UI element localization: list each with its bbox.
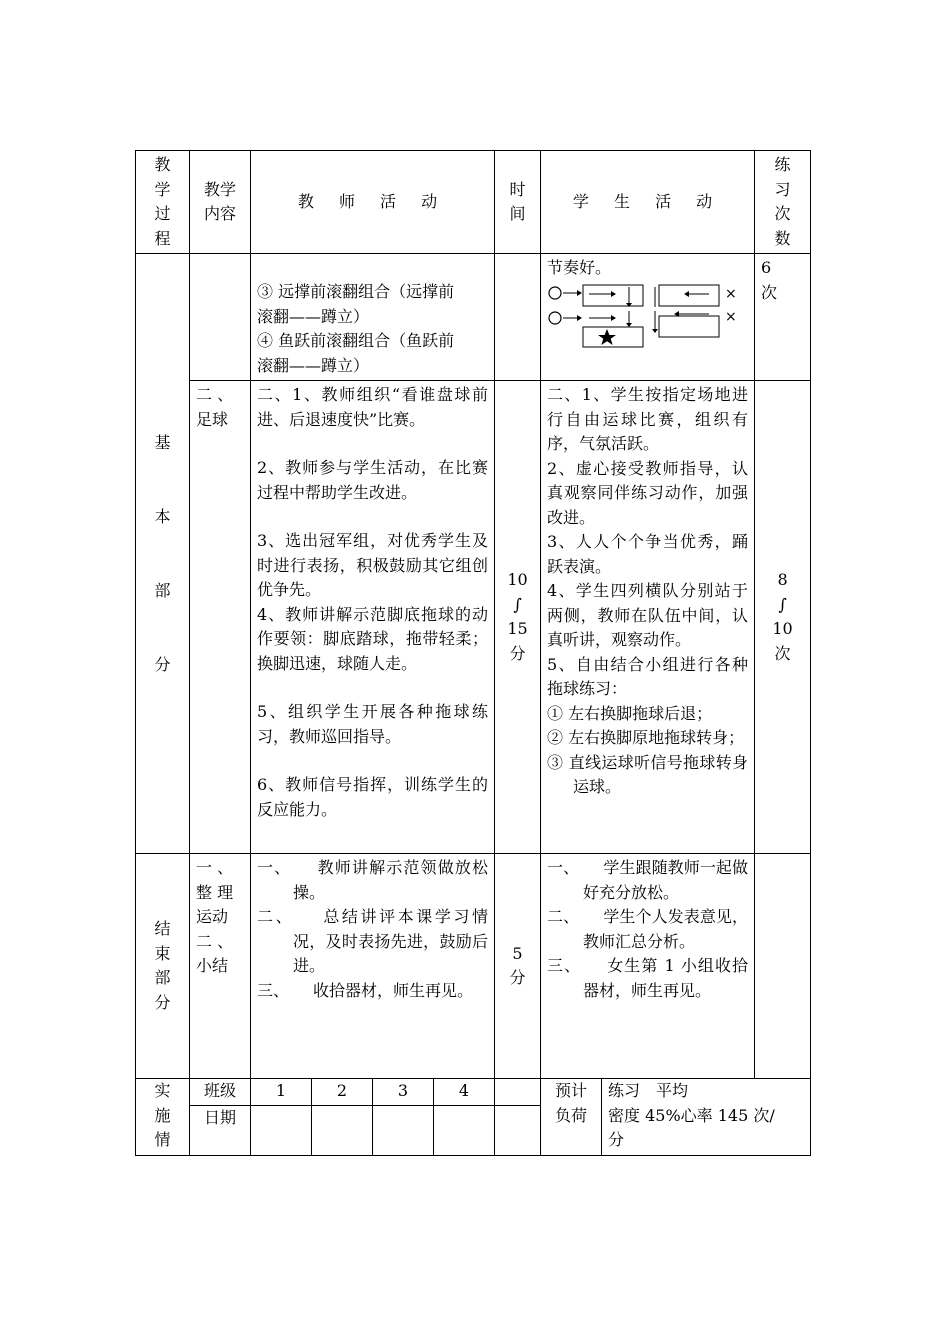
header-process: 教 学 过 程 [136,151,190,254]
class-1: 1 [251,1079,312,1106]
end-student: 一、 学生跟随教师一起做好充分放松。 二、 学生个人发表意见，教师汇总分析。 三、 女生第 1 小组收拾器材，师生再见。 [541,854,755,1079]
row1-student: 节奏好。 × × [541,254,755,381]
row1-teacher: ③ 远撑前滚翻组合（远撑前 滚翻——蹲立） ④ 鱼跃前滚翻组合（鱼跃前 滚翻——蹲立） [251,254,495,381]
basic-part-label: 基 本 部 分 [136,254,190,854]
cross-mark-icon: × [725,285,737,302]
player-circle-icon [549,287,561,299]
load-value: 练习 平均 密度 45%心率 145 次/ 分 [602,1079,811,1156]
end-part-label: 结 束 部 分 [136,854,190,1079]
lesson-plan-table [135,150,811,1156]
row-gymnastics [136,254,811,381]
basic-student: 二、1、学生按指定场地进行自由运球比赛，组织有序，气氛活跃。 2、虚心接受教师指导，认真观察同伴练习动作，加强改进。 3、人人个个争当优秀，踊跃表演。 4、学生四列横队分别站于两侧，教师在队伍中间，认真听讲，观察动作。 5、自由结合小组进行各种拖球练习： ① 左右换脚拖球后退； ② 左右换脚原地拖球转身； ③ 直线运球听信号拖球转身运球。 [541,381,755,854]
header-count: 练 习 次 数 [755,151,811,254]
basic-time: 10 ∫ 15 分 [495,381,541,854]
end-teacher: 一、 教师讲解示范领做放松操。 二、 总结讲评本课学习情况，及时表扬先进，鼓励后进。 三、 收拾器材，师生再见。 [251,854,495,1079]
cross-mark-icon: × [725,308,737,325]
class-4: 4 [434,1079,495,1106]
row-impl-class [136,1079,811,1106]
end-time: 5 分 [495,854,541,1079]
row-ending [136,854,811,1079]
class-3: 3 [373,1079,434,1106]
date-4 [434,1105,495,1155]
end-count [755,854,811,1079]
class-label: 班级 [190,1079,251,1106]
header-row [136,151,811,254]
formation-diagram [547,283,747,349]
class-2: 2 [312,1079,373,1106]
date-3 [373,1105,434,1155]
date-1 [251,1105,312,1155]
player-circle-icon [549,312,561,324]
header-content: 教学 内容 [190,151,251,254]
basic-count: 8 ∫ 10 次 [755,381,811,854]
header-time: 时 间 [495,151,541,254]
class-extra [495,1079,541,1106]
date-label: 日期 [190,1105,251,1155]
row-football [136,381,811,854]
date-2 [312,1105,373,1155]
basic-content: 二 、 足球 [190,381,251,854]
field-box [659,316,719,337]
row1-content [190,254,251,381]
teacher-star-icon [598,329,616,345]
row1-count: 6 次 [755,254,811,381]
header-student-activity: 学 生 活 动 [541,151,755,254]
header-teacher-activity: 教 师 活 动 [251,151,495,254]
date-extra [495,1105,541,1155]
load-label: 预计 负荷 [541,1079,602,1156]
end-content: 一 、 整 理 运动 二 、 小结 [190,854,251,1079]
row1-time [495,254,541,381]
impl-label: 实 施 情 [136,1079,190,1156]
basic-teacher: 二、1、教师组织“看谁盘球前进、后退速度快”比赛。 2、教师参与学生活动，在比赛过程中帮助学生改进。 3、选出冠军组，对优秀学生及时进行表扬，积极鼓励其它组创优争先。 4、教师讲解示范脚底拖球的动作要领：脚底踏球，拖带轻柔；换脚迅速，球随人走。 5、组织学生开展各种拖球练习，教师巡回指导。 6、教师信号指挥，训练学生的反应能力。 [251,381,495,854]
